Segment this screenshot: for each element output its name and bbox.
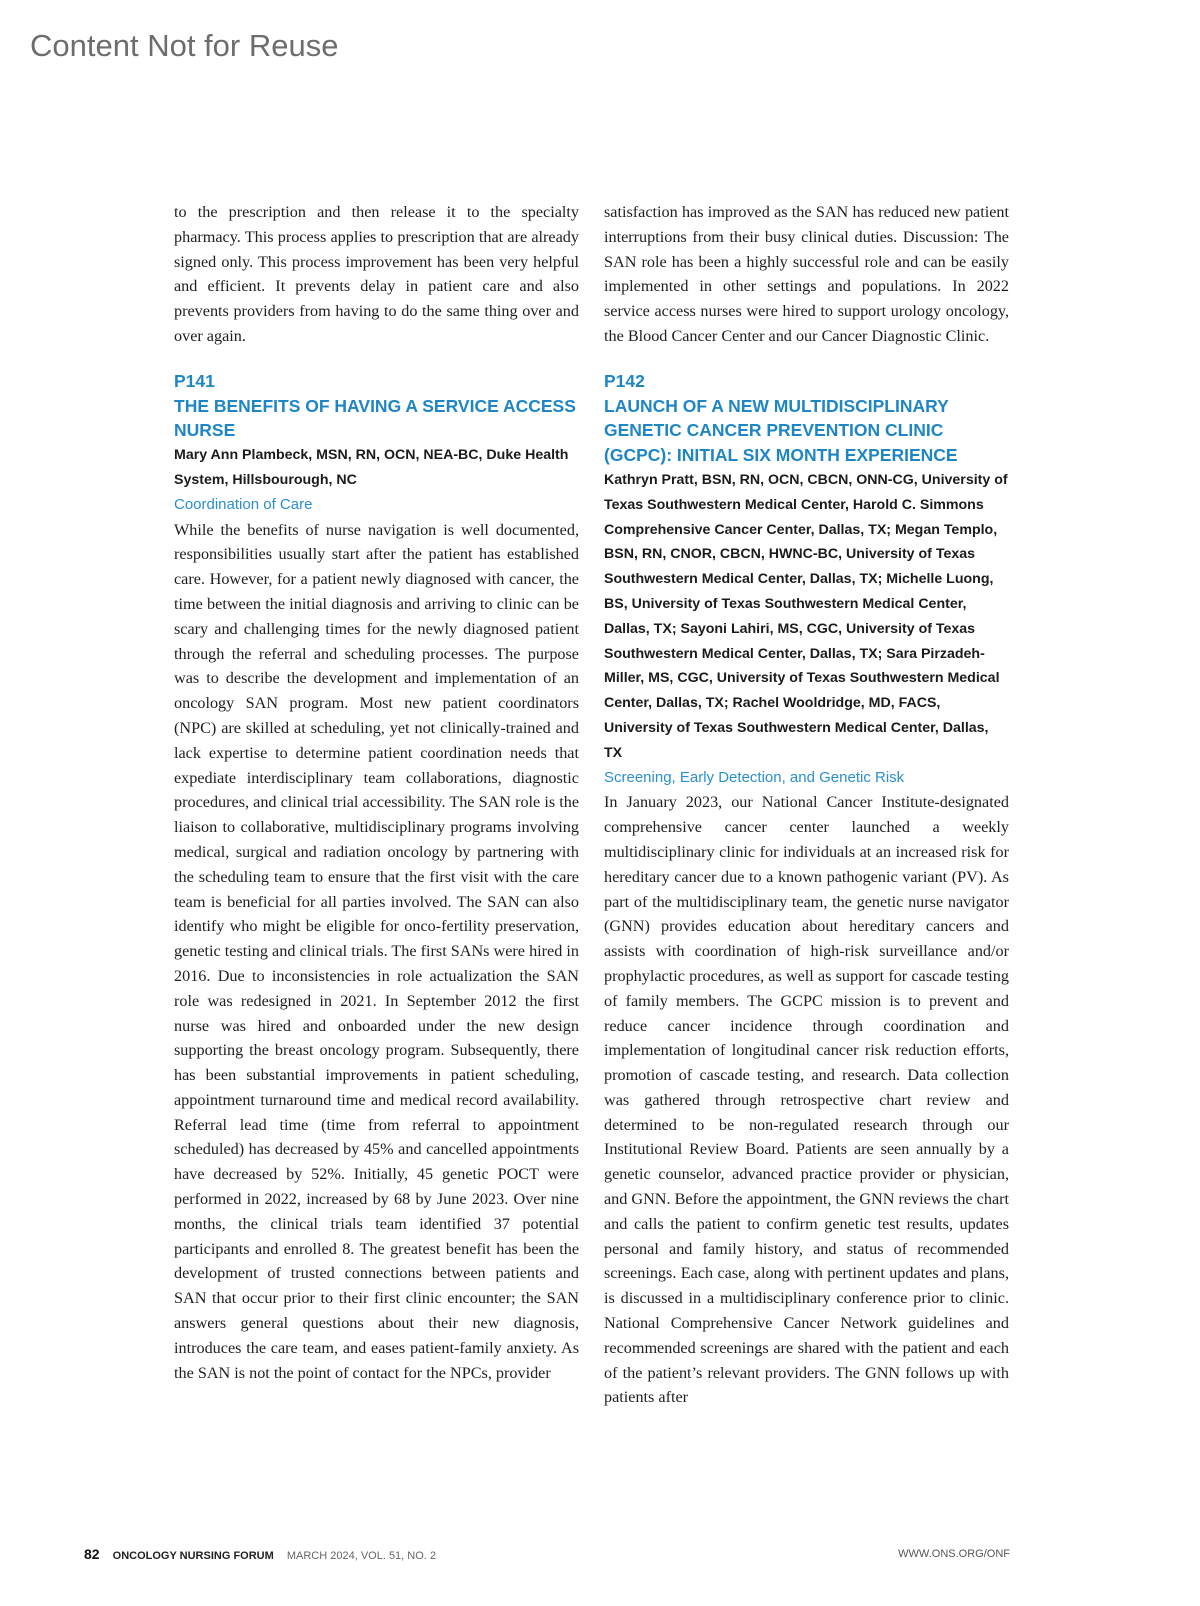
continued-paragraph: satisfaction has improved as the SAN has reduced new patient interruptions from their busy clinical duties. Discussion: The SAN role has been a highly successful role and can be easily implemented in other settings and populations. In 2022 service access nurses were hired to support urology oncology, the Blood Cancer Center and our Cancer Diagnostic Clinic. <box>604 203 1009 345</box>
abstract-body: While the benefits of nurse navigation is well documented, responsibilities usually start after the patient has established care. However, for a patient newly diagnosed with cancer, the time between the initial diagnosis and arriving to clinic can be scary and challenging times for the newly diagnosed patient through the referral and scheduling processes. The purpose was to describe the development and implementation of an oncology SAN program. Most new patient coordinators (NPC) are skilled at scheduling, yet not clinically-trained and lack expertise to determine patient coordination needs that expediate interdisciplinary team collaborations, diagnostic procedures, and clinical trial accessibility. The SAN role is the liaison to collaborative, multidisciplinary programs involving medical, surgical and radiation oncology by partnering with the scheduling team to ensure that the first visit with the care team is beneficial for all parties involved. The SAN can also identify who might be eligible for onco-fertility preservation, genetic testing and clinical trials. The first SANs were hired in 2016. Due to inconsistencies in role actualization the SAN role was redesigned in 2021. In September 2012 the first nurse was hired and onboarded under the new design supporting the breast oncology program. Subsequently, there has been substantial improvements in patient scheduling, appointment turnaround time and medical record availability. Referral lead time (time from referral to appointment scheduled) has decreased by 45% and cancelled appointments have decreased by 52%. Initially, 45 genetic POCT were performed in 2022, increased by 68 by June 2023. Over nine months, the clinical trials team identified 37 potential participants and enrolled 8. The greatest benefit has been the development of trusted connections between patients and SAN that occur prior to their first clinic encounter; the SAN answers general questions about their new diagnosis, introduces the care team, and eases patient-family anxiety. As the SAN is not the point of contact for the NPCs, provider <box>174 520 579 1382</box>
journal-name: ONCOLOGY NURSING FORUM <box>112 1550 274 1562</box>
abstract-authors: Mary Ann Plambeck, MSN, RN, OCN, NEA-BC, Duke Health System, Hillsbourough, NC <box>174 447 569 488</box>
left-column <box>174 200 579 1385</box>
watermark-text: Content Not for Reuse <box>30 28 339 63</box>
abstract-authors: Kathryn Pratt, BSN, RN, OCN, CBCN, ONN-CG, University of Texas Southwestern Medical Center, Harold C. Simmons Comprehensive Cancer Center, Dallas, TX; Megan Templo, BSN, RN, CNOR, CBCN, HWNC-BC, University of Texas Southwestern Medical Center, Dallas, TX; Michelle Luong, BS, University of Texas Southwestern Medical Center, Dallas, TX; Sayoni Lahiri, MS, CGC, University of Texas Southwestern Medical Center, Dallas, TX; Sara Pirzadeh-Miller, MS, CGC, University of Texas Southwestern Medical Center, Dallas, TX; Rachel Wooldridge, MD, FACS, University of Texas Southwestern Medical Center, Dallas, TX <box>604 471 1008 761</box>
abstract-title: LAUNCH OF A NEW MULTIDISCIPLINARY GENETIC CANCER PREVENTION CLINIC (GCPC): INITIAL SIX MONTH EXPERIENCE <box>604 395 958 466</box>
abstract-id: P142 <box>604 370 645 391</box>
issue-info: MARCH 2024, VOL. 51, NO. 2 <box>286 1550 437 1562</box>
abstract-id: P141 <box>174 370 215 391</box>
page-number: 82 <box>84 1546 100 1562</box>
right-column <box>604 200 1009 1410</box>
journal-url: WWW.ONS.ORG/ONF <box>898 1548 1010 1560</box>
page-footer <box>84 1546 1010 1562</box>
continued-paragraph: to the prescription and then release it to the specialty pharmacy. This process applies to prescription that are already signed only. This process improvement has been very helpful and efficient. It prevents delay in patient care and also prevents providers from having to do the same thing over and over again. <box>174 203 579 345</box>
abstract-p142 <box>604 369 1009 1410</box>
abstract-category: Screening, Early Detection, and Genetic Risk <box>604 768 905 786</box>
abstract-body: In January 2023, our National Cancer Institute-designated comprehensive cancer center launched a weekly multidisciplinary clinic for individuals at an increased risk for hereditary cancer due to a known pathogenic variant (PV). As part of the multidisciplinary team, the genetic nurse navigator (GNN) provides education about hereditary cancers and assists with coordination of high-risk surveillance and/or prophylactic procedures, as well as support for cascade testing of family members. The GCPC mission is to prevent and reduce cancer incidence through coordination and implementation of longitudinal cancer risk reduction efforts, promotion of cascade testing, and research. Data collection was gathered through retrospective chart review and determined to be non-regulated research through our Institutional Review Board. Patients are seen annually by a genetic counselor, advanced practice provider or physician, and GNN. Before the appointment, the GNN reviews the chart and calls the patient to confirm genetic test results, updates personal and family history, and status of recommended screenings. Each case, along with pertinent updates and plans, is discussed in a multidisciplinary conference prior to clinic. National Comprehensive Cancer Network guidelines and recommended screenings are shared with the patient and each of the patient’s relevant providers. The GNN follows up with patients after <box>604 793 1010 1407</box>
abstract-title: THE BENEFITS OF HAVING A SERVICE ACCESS NURSE <box>174 395 576 441</box>
abstract-category: Coordination of Care <box>174 495 313 513</box>
abstract-p141 <box>174 369 579 1386</box>
